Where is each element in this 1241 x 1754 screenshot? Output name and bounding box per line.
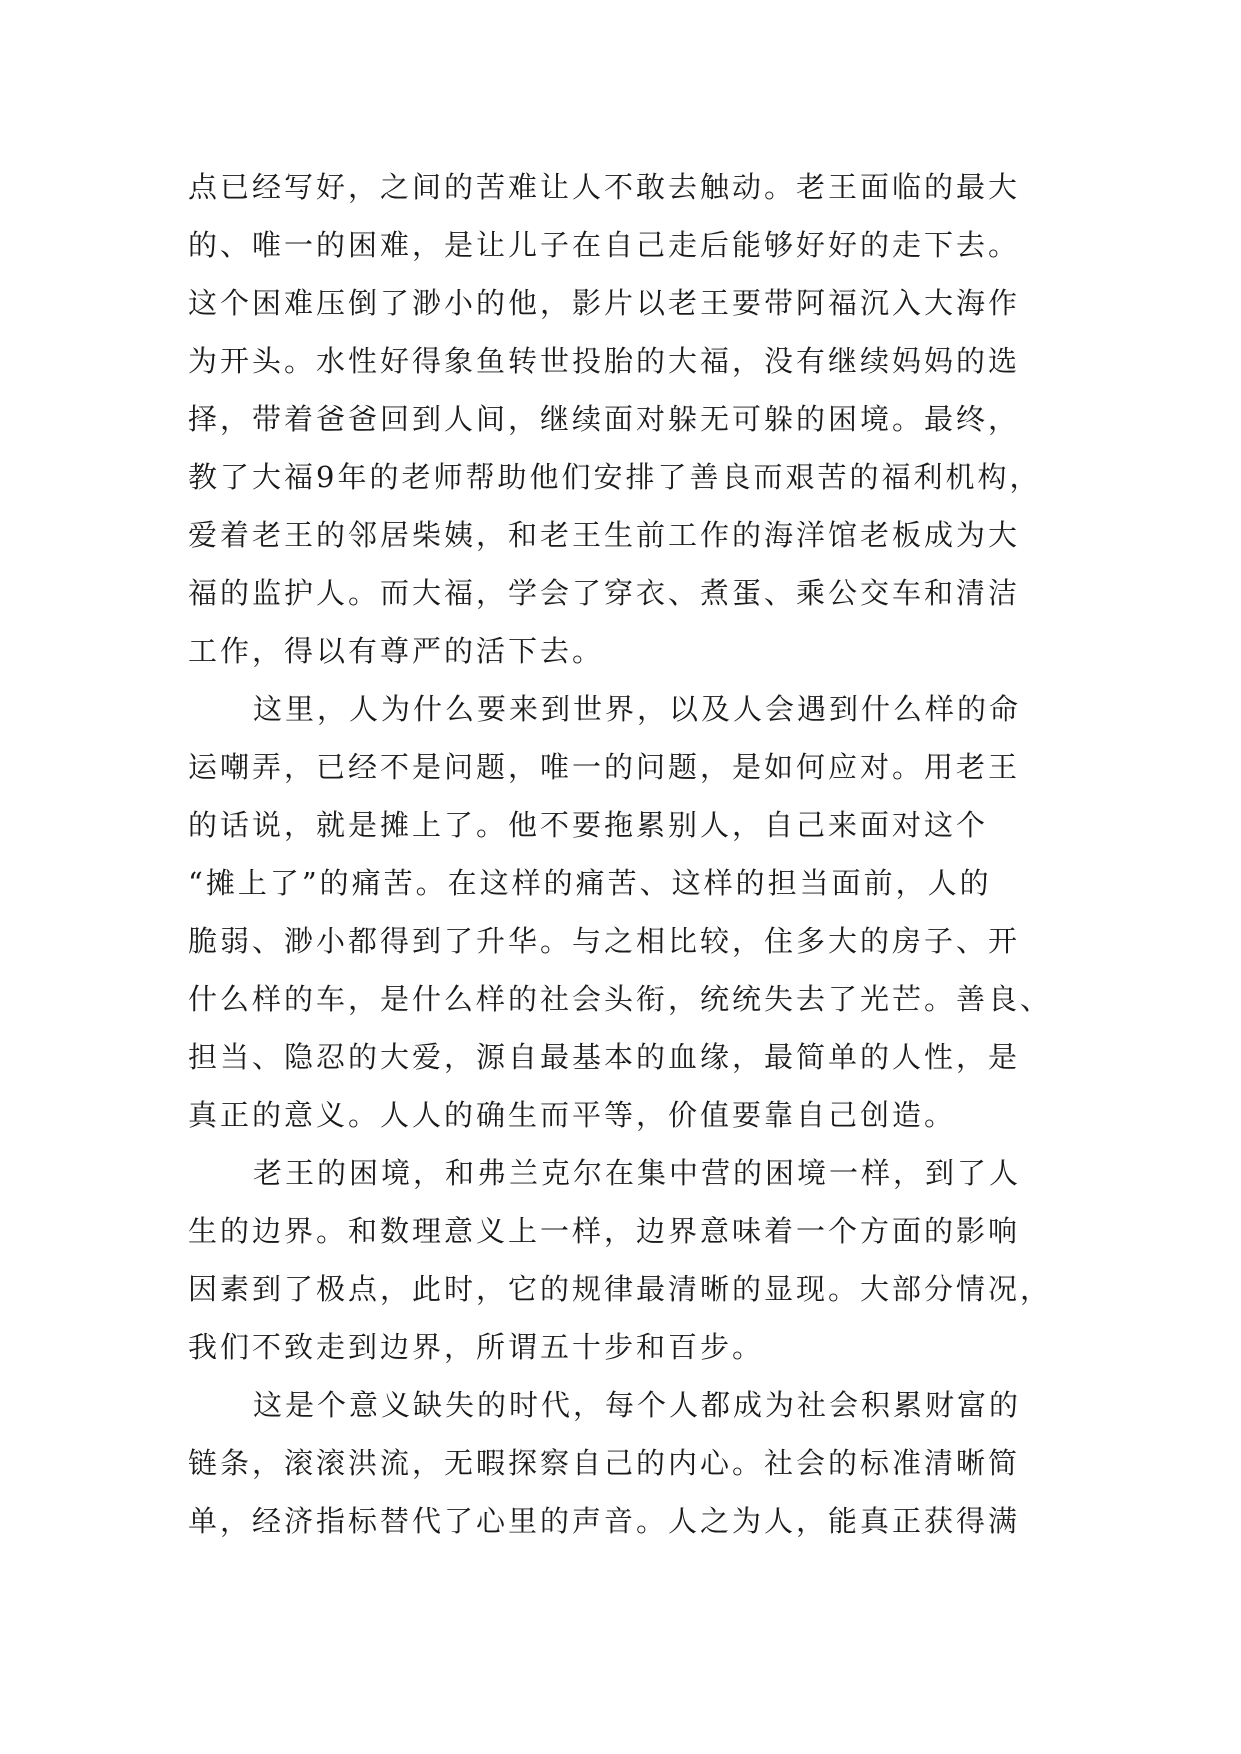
paragraph [188,680,1068,1144]
text-line: 单，经济指标替代了心里的声音。人之为人，能真正获得满 [188,1504,1021,1538]
paragraph [188,1376,1068,1550]
text-line: 这个困难压倒了渺小的他，影片以老王要带阿福沉入大海作 [188,286,1021,320]
paragraph [188,1144,1068,1376]
paragraph [188,158,1068,680]
text-line: 为开头。水性好得象鱼转世投胎的大福，没有继续妈妈的选 [188,344,1021,378]
text-line: 的、唯一的困难，是让儿子在自己走后能够好好的走下去。 [188,228,1021,262]
text-line: 点已经写好，之间的苦难让人不敢去触动。老王面临的最大 [188,170,1021,204]
document-body [188,158,1068,1550]
text-line: 链条，滚滚洪流，无暇探察自己的内心。社会的标准清晰简 [188,1446,1021,1480]
text-line: 工作，得以有尊严的活下去。 [188,634,605,668]
text-line: 爱着老王的邻居柴姨，和老王生前工作的海洋馆老板成为大 [188,518,1021,552]
text-line: 什么样的车，是什么样的社会头衔，统统失去了光芒。善良、 [188,982,1053,1016]
text-line: 这里，人为什么要来到世界，以及人会遇到什么样的命 [253,692,1022,726]
text-line: 我们不致走到边界，所谓五十步和百步。 [188,1330,765,1364]
text-line: 脆弱、渺小都得到了升华。与之相比较，住多大的房子、开 [188,924,1021,958]
text-line: 的话说，就是摊上了。他不要拖累别人，自己来面对这个 [188,808,989,842]
text-line: 真正的意义。人人的确生而平等，价值要靠自己创造。 [188,1098,957,1132]
text-line: 福的监护人。而大福，学会了穿衣、煮蛋、乘公交车和清洁 [188,576,1021,610]
text-line: “摊上了”的痛苦。在这样的痛苦、这样的担当面前，人的 [188,866,992,900]
text-line: 担当、隐忍的大爱，源自最基本的血缘，最简单的人性，是 [188,1040,1021,1074]
text-line: 老王的困境，和弗兰克尔在集中营的困境一样，到了人 [253,1156,1022,1190]
text-line: 教了大福9年的老师帮助他们安排了善良而艰苦的福利机构， [188,460,1042,494]
text-line: 运嘲弄，已经不是问题，唯一的问题，是如何应对。用老王 [188,750,1021,784]
text-line: 生的边界。和数理意义上一样，边界意味着一个方面的影响 [188,1214,1021,1248]
text-line: 因素到了极点，此时，它的规律最清晰的显现。大部分情况， [188,1272,1053,1306]
text-line: 这是个意义缺失的时代，每个人都成为社会积累财富的 [253,1388,1022,1422]
text-line: 择，带着爸爸回到人间，继续面对躲无可躲的困境。最终， [188,402,1021,436]
